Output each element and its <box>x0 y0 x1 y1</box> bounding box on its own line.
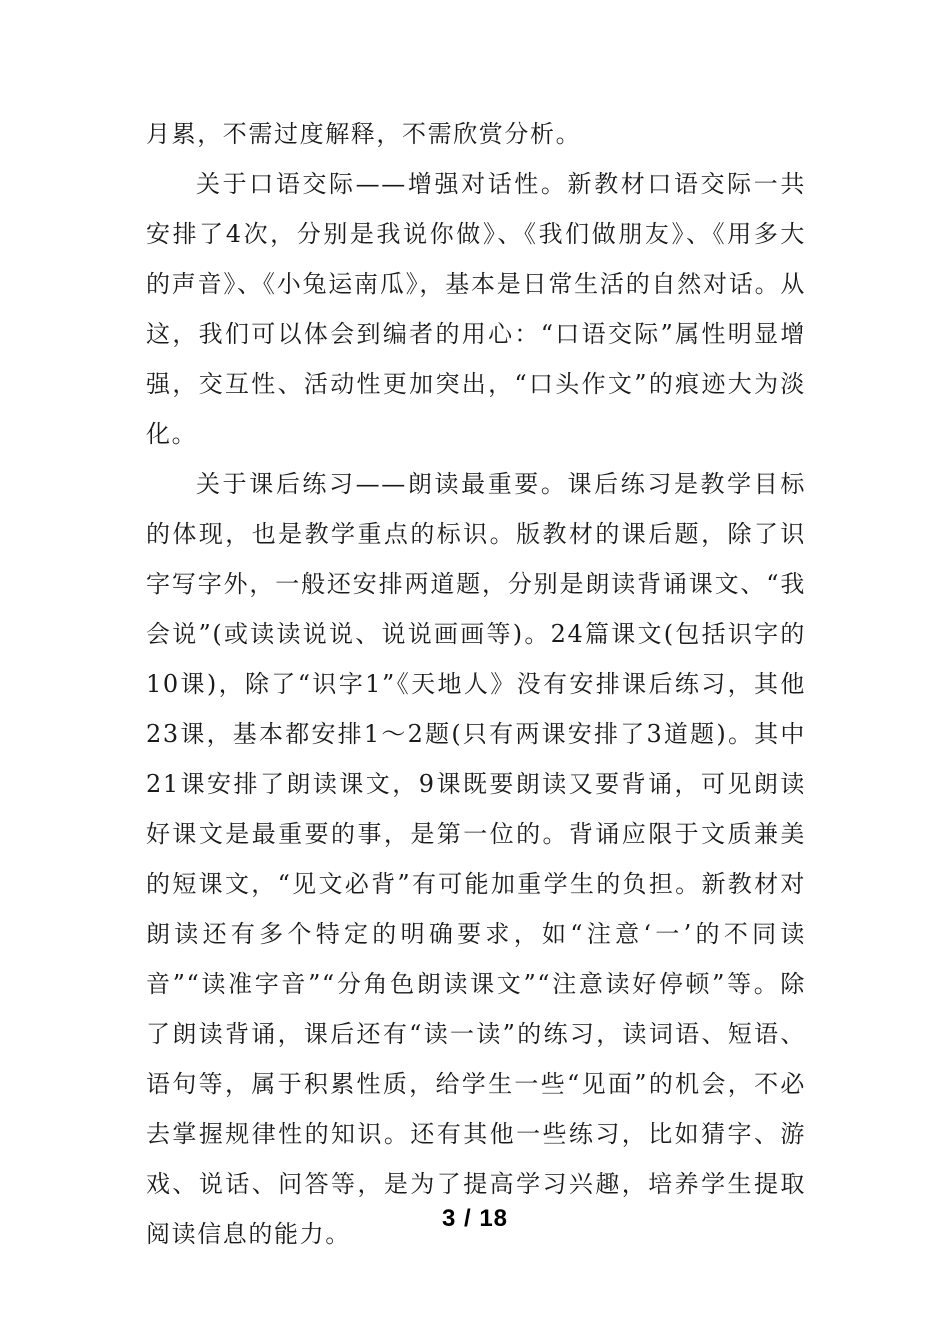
body-text <box>146 109 806 1259</box>
page-number: 3 / 18 <box>441 1205 509 1232</box>
paragraph-after-class-exercises: 关于课后练习——朗读最重要。课后练习是教学目标的体现，也是教学重点的标识。版教材的课后题，除了识字写字外，一般还安排两道题，分别是朗读背诵课文、“我会说”(或读读说说、说说画画等)。24篇课文(包括识字的10课)，除了“识字1”《天地人》没有安排课后练习，其他23课，基本都安排1～2题(只有两课安排了3道题)。其中21课安排了朗读课文，9课既要朗读又要背诵，可见朗读好课文是最重要的事，是第一位的。背诵应限于文质兼美的短课文，“见文必背”有可能加重学生的负担。新教材对朗读还有多个特定的明确要求，如“注意‘一’的不同读音”“读准字音”“分角色朗读课文”“注意读好停顿”等。除了朗读背诵，课后还有“读一读”的练习，读词语、短语、语句等，属于积累性质，给学生一些“见面”的机会，不必去掌握规律性的知识。还有其他一些练习，比如猜字、游戏、说话、问答等，是为了提高学习兴趣，培养学生提取阅读信息的能力。 <box>146 470 806 1248</box>
paragraph-continuation: 月累，不需过度解释，不需欣赏分析。 <box>146 120 582 148</box>
paragraph-oral-communication: 关于口语交际——增强对话性。新教材口语交际一共安排了4次，分别是我说你做》、《我们做朋友》、《用多大的声音》、《小兔运南瓜》，基本是日常生活的自然对话。从这，我们可以体会到编者的用心：“口语交际”属性明显增强，交互性、活动性更加突出，“口头作文”的痕迹大为淡化。 <box>146 170 806 448</box>
